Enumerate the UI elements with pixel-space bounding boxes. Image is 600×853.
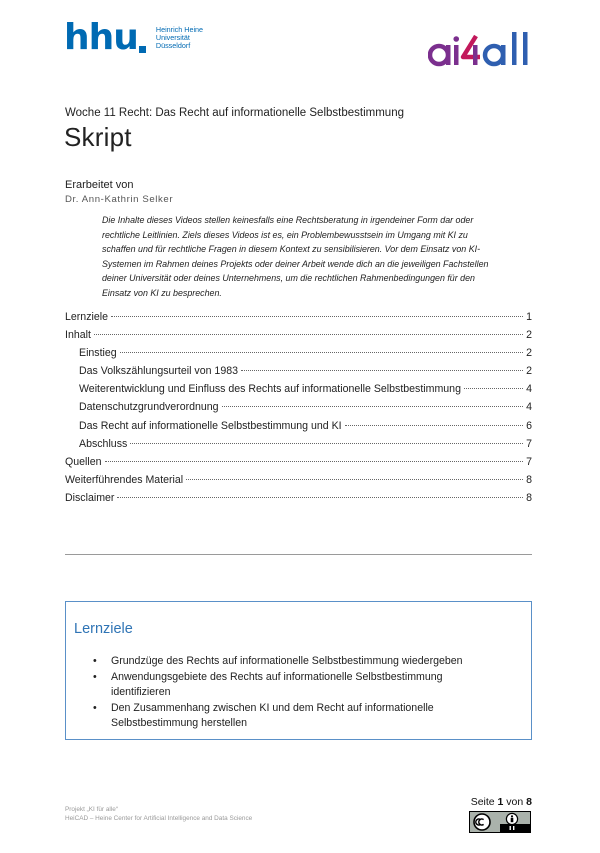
footer-center: HeiCAD – Heine Center for Artificial Intelligence and Data Science	[65, 814, 253, 822]
hhu-wordmark: hhu	[64, 17, 138, 58]
footer-project: Projekt „KI für alle“	[65, 806, 118, 813]
list-item: • Grundzüge des Rechts auf informationelle Selbstbestimmung wiedergeben	[66, 654, 481, 670]
bullet-icon: •	[93, 655, 97, 667]
list-item: • Anwendungsgebiete des Rechts auf informationelle Selbstbestimmung identifizieren	[93, 670, 443, 698]
toc-leader	[94, 334, 523, 335]
toc-entry-lernziele[interactable]: Lernziele 1	[65, 311, 532, 323]
toc-entry-volkszaehlungsurteil[interactable]: Das Volkszählungsurteil von 1983 2	[79, 365, 532, 378]
legal-disclaimer-note: Die Inhalte dieses Videos stellen keinesfalls eine Rechtsberatung in irgendeiner Form dar oder rechtliche Leitlinien. Ziels dieses Videos ist es, ein Problembewusstsein im Umgang mit KI zu schaffen und für rechtliche Fragen in diesem Kontext zu sensibilisieren. Vor dem Einsatz von KI-Systemen im Rahmen deines Projekts oder deiner Arbeit wende dich an die jeweiligen Fachstellen deiner Universität oder deines Unternehmens, um die rechtlichen Rahmenbedingungen für den Einsatz von KI zu besprechen.	[102, 215, 489, 298]
toc-leader	[464, 388, 523, 389]
toc-entry-abschluss[interactable]: Abschluss 7	[79, 437, 532, 450]
author-name: Dr. Ann-Kathrin Selker	[65, 194, 174, 205]
toc-entry-weiterentwicklung[interactable]: Weiterentwicklung und Einfluss des Rechts auf informationelle Selbstbestimmung 4	[79, 383, 532, 396]
toc-leader	[241, 370, 523, 371]
toc-entry-einstieg[interactable]: Einstieg 2	[79, 347, 532, 360]
section-divider	[65, 554, 532, 555]
learning-goals-list	[66, 654, 481, 732]
toc-entry-disclaimer[interactable]: Disclaimer 8	[65, 491, 532, 504]
toc-leader	[117, 497, 523, 498]
bullet-icon: •	[93, 701, 97, 714]
cc-by-license-icon[interactable]	[469, 811, 531, 833]
week-kicker: Woche 11 Recht: Das Recht auf informationelle Selbstbestimmung	[65, 107, 404, 119]
toc-entry-weiterfuehrendes-material[interactable]: Weiterführendes Material 8	[65, 473, 532, 486]
bullet-icon: •	[93, 670, 97, 683]
page-number: Seite 1 von 8	[470, 796, 532, 808]
learning-goals-box	[65, 601, 532, 740]
toc-leader	[222, 406, 524, 407]
toc-leader	[120, 352, 523, 353]
footer-project-info	[65, 806, 252, 823]
cc-by-graphic	[470, 812, 530, 832]
toc-leader	[130, 443, 523, 444]
hhu-logo	[64, 17, 204, 58]
author-label: Erarbeitet von	[65, 179, 134, 191]
ai4all-logo-graphic	[428, 30, 536, 68]
list-item: • Den Zusammenhang zwischen KI und dem Recht auf informationelle Selbstbestimmung herstellen	[93, 701, 434, 729]
toc-leader	[345, 425, 523, 426]
table-of-contents	[65, 311, 532, 510]
toc-leader	[105, 461, 524, 462]
toc-entry-quellen[interactable]: Quellen 7	[65, 455, 532, 468]
toc-entry-dsgvo[interactable]: Datenschutzgrundverordnung 4	[79, 401, 532, 414]
ai4all-logo	[428, 30, 536, 68]
learning-goals-title: Lernziele	[74, 621, 133, 637]
hhu-logo-dot	[139, 46, 146, 53]
toc-leader	[186, 479, 523, 480]
toc-entry-recht-und-ki[interactable]: Das Recht auf informationelle Selbstbestimmung und KI 6	[79, 419, 532, 432]
toc-leader	[111, 316, 523, 317]
page-title: Skript	[64, 122, 132, 152]
toc-entry-inhalt[interactable]: Inhalt 2	[65, 329, 532, 342]
hhu-university-name: Heinrich Heine Universität Düsseldorf	[155, 25, 204, 51]
